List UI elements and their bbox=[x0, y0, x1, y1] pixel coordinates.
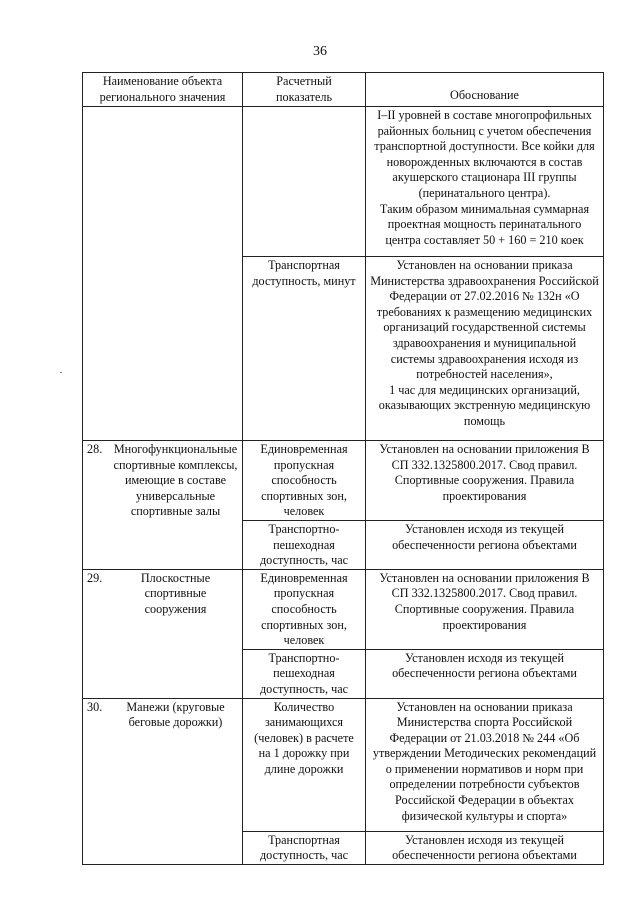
regional-objects-table-wrapper bbox=[82, 72, 604, 865]
object-name: Плоскостные спортивные сооружения bbox=[140, 570, 211, 616]
justification-cell: Установлен исходя из текущей обеспеченности региона объектами bbox=[366, 831, 604, 864]
object-name-cell bbox=[83, 569, 243, 698]
row-number: 29. bbox=[87, 570, 103, 585]
indicator-cell: Единовременная пропускная способность спортивных зон, человек bbox=[243, 441, 366, 521]
empty-indicator-cell bbox=[243, 107, 366, 257]
empty-name-cell bbox=[83, 107, 243, 441]
indicator-cell: Количество занимающихся (человек) в расчете на 1 дорожку при длине дорожки bbox=[243, 698, 366, 831]
table-row bbox=[83, 107, 604, 257]
header-justification: Обоснование bbox=[366, 73, 604, 107]
page-number: 36 bbox=[313, 44, 327, 59]
regional-objects-table bbox=[82, 72, 604, 865]
table-row bbox=[83, 441, 604, 521]
header-object-name: Наименование объекта регионального значения bbox=[83, 73, 243, 107]
table-header-row bbox=[83, 73, 604, 107]
object-name-cell bbox=[83, 441, 243, 570]
row-number: 28. bbox=[87, 442, 103, 456]
object-name-cell bbox=[83, 698, 243, 864]
object-name: Манежи (круговые беговые дорожки) bbox=[126, 699, 225, 730]
indicator-cell: Транспортная доступность, минут bbox=[243, 257, 366, 441]
justification-cell: Установлен на основании приложения В СП 332.1325800.2017. Свод правил. Спортивные сооружения. Правила проектирования bbox=[366, 569, 604, 649]
indicator-cell: Единовременная пропускная способность спортивных зон, человек bbox=[243, 569, 366, 649]
header-indicator: Расчетный показатель bbox=[243, 73, 366, 107]
justification-cell: Установлен исходя из текущей обеспеченности региона объектами bbox=[366, 649, 604, 698]
indicator-cell: Транспортная доступность, час bbox=[243, 831, 366, 864]
justification-cell: Установлен исходя из текущей обеспеченности региона объектами bbox=[366, 520, 604, 569]
indicator-cell: Транспортно-пешеходная доступность, час bbox=[243, 520, 366, 569]
table-row bbox=[83, 569, 604, 649]
scan-speck bbox=[60, 372, 62, 373]
indicator-cell: Транспортно-пешеходная доступность, час bbox=[243, 649, 366, 698]
justification-cell: Установлен на основании приложения В СП 332.1325800.2017. Свод правил. Спортивные сооружения. Правила проектирования bbox=[366, 441, 604, 521]
justification-cell: Установлен на основании приказа Министерства спорта Российской Федерации от 21.03.2018 № 244 «Об утверждении Методических рекомендаций о применении нормативов и норм при определении потребности субъектов Российской Федерации в объектах физической культуры и спорта» bbox=[366, 698, 604, 831]
row-number: 30. bbox=[87, 699, 103, 714]
object-name: Многофункциональные спортивные комплексы, имеющие в составе универсальные спортивные залы bbox=[113, 442, 238, 519]
table-row bbox=[83, 698, 604, 831]
justification-cell: I–II уровней в составе многопрофильных районных больниц с учетом обеспечения транспортной доступности. Все койки для новорожденных включаются в состав акушерского стационара III группы (перинатального центра). Таким образом минимальная суммарная проектная мощность перинатального центра составляет 50 + 160 = 210 коек bbox=[366, 107, 604, 257]
justification-cell: Установлен на основании приказа Министерства здравоохранения Российской Федерации от 27.02.2016 № 132н «О требованиях к размещению медицинских организаций государственной системы здравоохранения и муниципальной системы здравоохранения исходя из потребностей населения», 1 час для медицинских организаций, оказывающих экстренную медицинскую помощь bbox=[366, 257, 604, 441]
